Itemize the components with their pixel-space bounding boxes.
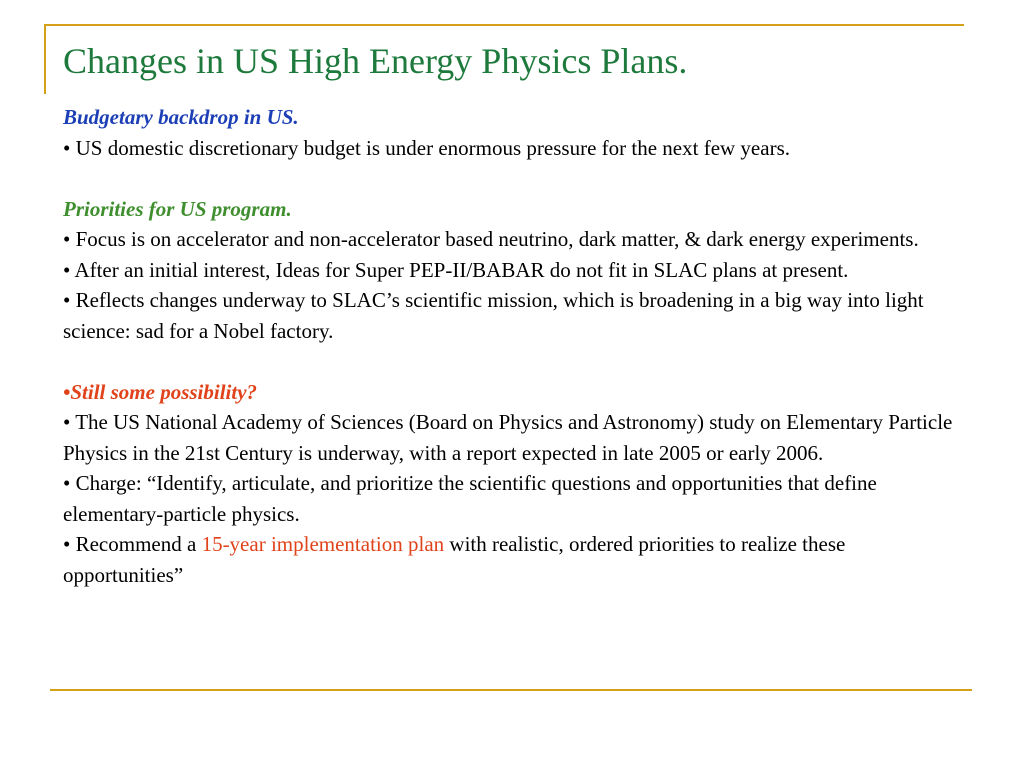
- bullet-slac-mission: • Reflects changes underway to SLAC’s scientific mission, which is broadening in a big way into light science: sad for a Nobel factory.: [63, 288, 924, 343]
- heading-priorities: Priorities for US program.: [63, 196, 292, 221]
- bullet-recommend: [63, 529, 963, 590]
- heading-budgetary-backdrop: Budgetary backdrop in US.: [63, 105, 299, 129]
- spacer: [63, 163, 963, 194]
- bullet-recommend-post: with realistic, ordered priorities to realize these opportunities”: [63, 532, 846, 587]
- slide-title: Changes in US High Energy Physics Plans.: [63, 41, 688, 81]
- bullet-nas-study: • The US National Academy of Sciences (Board on Physics and Astronomy) study on Elementary Particle Physics in the 21st Century is underway, with a report expected in late 2005 or early 2006.: [63, 410, 953, 465]
- bullet-budget-pressure: • US domestic discretionary budget is under enormous pressure for the next few years.: [63, 135, 790, 160]
- frame-left-rule: [44, 24, 46, 94]
- heading-still-possibility: •Still some possibility?: [63, 379, 258, 404]
- bullet-charge: • Charge: “Identify, articulate, and prioritize the scientific questions and opportunities that define elementary-particle physics.: [63, 471, 877, 526]
- bullet-recommend-pre: • Recommend a: [63, 532, 202, 556]
- implementation-plan-highlight: 15-year implementation plan: [201, 532, 445, 556]
- bullet-focus-neutrino: • Focus is on accelerator and non-accelerator based neutrino, dark matter, & dark energy experiments.: [63, 227, 919, 251]
- frame-bottom-rule: [50, 689, 972, 691]
- bullet-super-pep: • After an initial interest, Ideas for Super PEP-II/BABAR do not fit in SLAC plans at present.: [63, 257, 849, 282]
- spacer: [63, 346, 963, 377]
- slide-body: [63, 102, 963, 590]
- frame-top-rule: [44, 24, 964, 26]
